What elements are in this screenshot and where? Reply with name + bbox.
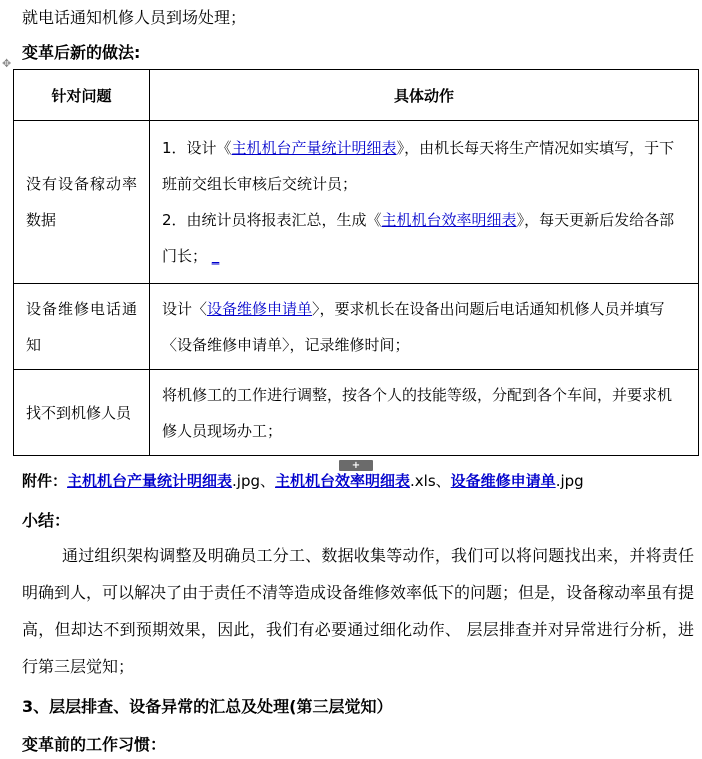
doc-link-repair-request[interactable]: 设备维修申请单 (207, 299, 313, 318)
summary-paragraph: 通过组织架构调整及明确员工分工、数据收集等动作，我们可以将问题找出来，并将责任明确到人，可以解决了由于责任不清等造成设备维修效率低下的问题；但是，设备稼动率虽有提高，但却达不到预期效果，因此，我们有必要通过细化动作、 层层排查并对异常进行分析，进行第三层觉知； (22, 546, 695, 676)
doc-link-efficiency-detail[interactable]: 主机机台效率明细表 (381, 211, 517, 229)
section3-heading: 3、层层排查、设备异常的汇总及处理(第三层觉知） (22, 697, 393, 716)
issue-cell: 设备维修电话通知 (14, 284, 150, 370)
table-row (14, 370, 699, 456)
heading-after: 变革后新的做法: (22, 43, 141, 62)
attachments-line: 附件：主机机台产量统计明细表.jpg、主机机台效率明细表.xls、设备维修申请单.jpg (22, 472, 584, 490)
issue-cell: 没有设备稼动率数据 (14, 121, 150, 284)
col2-header: 具体动作 (150, 70, 699, 121)
table-row (14, 121, 699, 284)
top-line: 就电话通知机修人员到场处理； (22, 8, 247, 27)
action-cell: 设计〈设备维修申请单〉，要求机长在设备出问题后电话通知机修人员并填写〈设备维修申请单〉，记录维修时间； (150, 284, 699, 370)
action-cell (150, 121, 699, 284)
move-handle-icon[interactable]: ✥ (2, 57, 12, 70)
action-paragraph-2: 2．由统计员将报表汇总，生成《主机机台效率明细表》，每天更新后发给各部门长； _ (162, 211, 675, 265)
heading-before: 变革前的工作习惯： (22, 735, 167, 754)
doc-link-output-detail[interactable]: 主机机台产量统计明细表 (231, 139, 397, 157)
attachment-link-3[interactable]: 设备维修申请单 (450, 472, 556, 490)
empty-link[interactable]: _ (211, 247, 220, 265)
table-header-row (14, 70, 699, 121)
summary-heading: 小结： (22, 511, 71, 530)
plus-icon[interactable]: + (339, 460, 373, 471)
changes-table (13, 69, 699, 456)
action-cell: 将机修工的工作进行调整，按各个人的技能等级，分配到各个车间，并要求机修人员现场办工； (150, 370, 699, 456)
action-paragraph-1: 1．设计《主机机台产量统计明细表》，由机长每天将生产情况如实填写，于下班前交组长审核后交统计员； (162, 139, 675, 193)
table-row (14, 284, 699, 370)
issue-cell: 找不到机修人员 (14, 370, 150, 456)
col1-header: 针对问题 (14, 70, 150, 121)
attachment-link-2[interactable]: 主机机台效率明细表 (275, 472, 411, 490)
attachment-link-1[interactable]: 主机机台产量统计明细表 (67, 472, 233, 490)
